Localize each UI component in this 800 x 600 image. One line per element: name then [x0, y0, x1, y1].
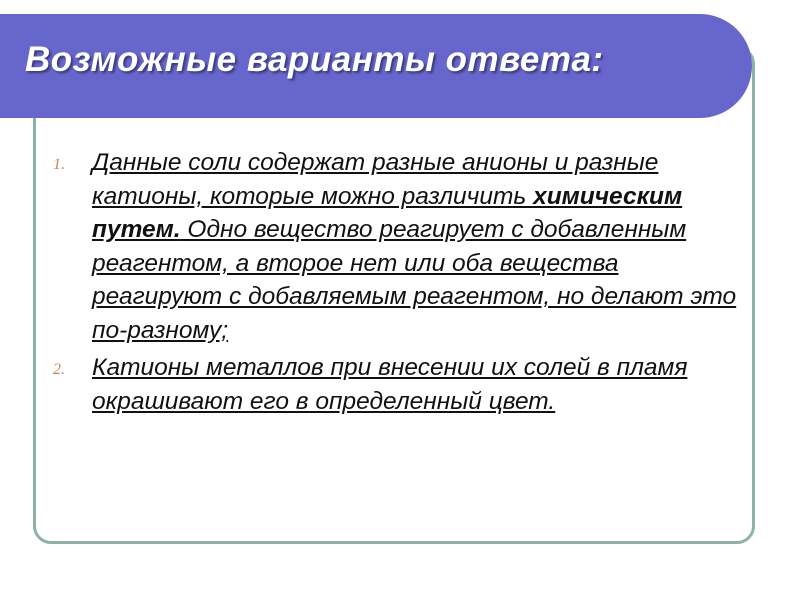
answer-item-1: [50, 146, 750, 347]
answer-number: 2.: [53, 361, 65, 378]
answer-text-continued: Одно вещество реагирует с добавленным реагентом, а второе нет или оба вещества реагируют с добавляемым реагентом, но делают это по-разному;: [92, 216, 737, 344]
answer-text: Данные соли содержат разные анионы и разные катионы, которые можно различить: [92, 149, 659, 210]
slide-title: Возможные варианты ответа:: [25, 40, 604, 79]
answer-item-2: [50, 351, 750, 418]
answer-emphasis: химическим путем.: [92, 182, 683, 243]
answer-list: [50, 146, 750, 422]
answer-text: Катионы металлов при внесении их солей в пламя окрашивают его в определенный цвет.: [92, 354, 688, 415]
answer-number: 1.: [53, 156, 65, 173]
